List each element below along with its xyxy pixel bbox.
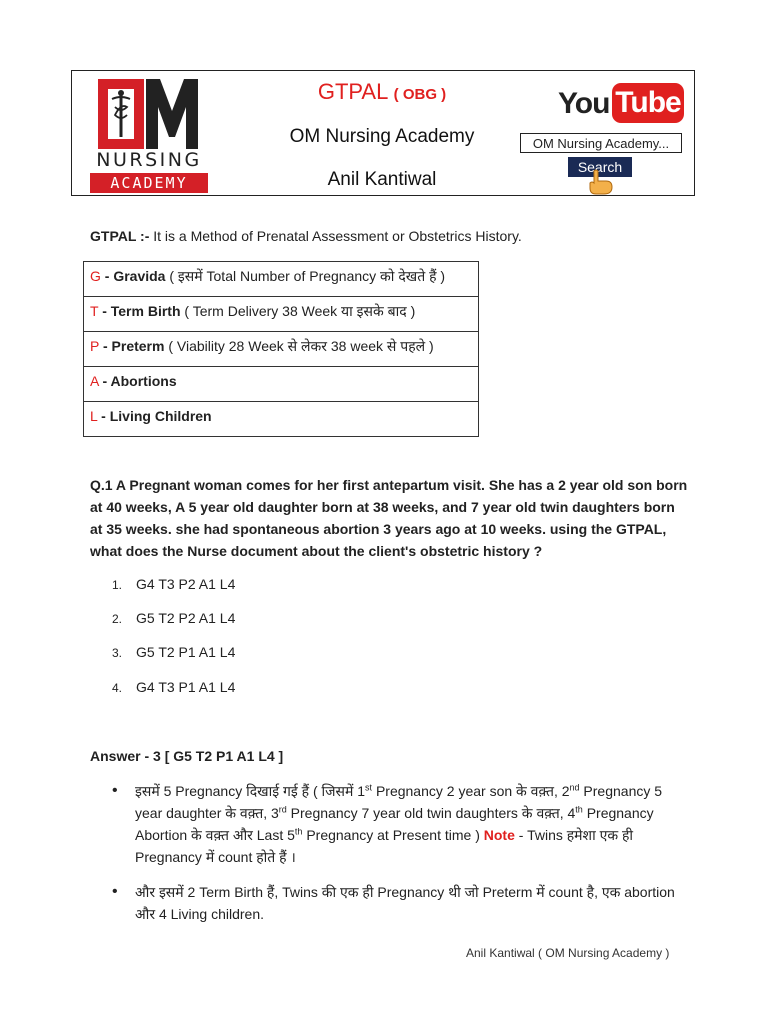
org-name: OM Nursing Academy — [289, 126, 475, 147]
bullet-text — [135, 780, 692, 868]
option-text: G4 T3 P2 A1 L4 — [136, 576, 236, 592]
gtpal-intro — [90, 228, 522, 244]
logo-academy-text: ACADEMY — [90, 173, 208, 193]
bullet-text-part: Pregnancy Abortion के वक़्त और Last 5 — [135, 805, 654, 843]
list-item — [112, 679, 235, 695]
superscript: nd — [569, 782, 580, 793]
logo-nursing-text: NURSING — [96, 149, 202, 171]
youtube-search-button: Search — [568, 157, 632, 177]
list-item — [112, 576, 235, 592]
pointing-hand-icon — [582, 169, 616, 195]
row-term: - Gravida — [104, 267, 166, 284]
answer-label: Answer - 3 [ G5 T2 P1 A1 L4 ] — [90, 748, 284, 764]
youtube-you-text: You — [558, 87, 610, 120]
option-number: 4. — [112, 681, 123, 695]
youtube-channel-box: OM Nursing Academy... — [520, 133, 682, 153]
table-cell — [84, 402, 479, 437]
row-letter: G — [90, 267, 101, 284]
header-box — [71, 70, 695, 196]
list-item — [112, 644, 235, 660]
table-cell — [84, 297, 479, 332]
title-text: GTPAL — [317, 79, 388, 104]
bullet-text-part: Pregnancy at Present time ) — [302, 827, 484, 843]
table-row — [84, 332, 479, 367]
table-cell — [84, 332, 479, 367]
bullet-text: और इसमें 2 Term Birth हैं, Twins की एक ही Pregnancy थी जो Preterm में count है, एक abortion और 4 Living children. — [135, 884, 675, 922]
bullet-dot: • — [112, 782, 118, 799]
row-desc: ( इसमें Total Number of Pregnancy को देखते हैं ) — [169, 267, 446, 284]
table-row — [84, 367, 479, 402]
option-text: G4 T3 P1 A1 L4 — [136, 679, 236, 695]
superscript: th — [575, 804, 583, 815]
row-letter: A — [90, 373, 99, 389]
page-title — [272, 79, 492, 105]
bullet-text-part: Pregnancy 2 year son के वक़्त, 2 — [372, 783, 570, 799]
footer-credit: Anil Kantiwal ( OM Nursing Academy ) — [466, 946, 670, 960]
om-logo-icon — [96, 77, 200, 151]
row-desc: ( Term Delivery 38 Week या इसके बाद ) — [184, 302, 416, 319]
superscript: st — [365, 782, 373, 793]
table-row — [84, 297, 479, 332]
intro-text: It is a Method of Prenatal Assessment or Obstetrics History. — [153, 228, 522, 244]
title-suffix: ( OBG ) — [393, 86, 447, 103]
row-letter: P — [90, 337, 100, 354]
row-desc: ( Viability 28 Week से लेकर 38 week से पहले ) — [168, 337, 434, 354]
om-nursing-academy-logo — [84, 77, 214, 192]
question-text: Q.1 A Pregnant woman comes for her first antepartum visit. She has a 2 year old son born at 40 weeks, A 5 year old daughter born at 38 weeks, and 7 year old twin daughters born at 35 weeks. she had spontaneous abortion 3 years ago at 10 weeks. using the GTPAL, what does the Nurse document about the client's obstetric history ? — [90, 477, 688, 559]
intro-term: GTPAL :- — [90, 228, 150, 244]
row-letter: T — [90, 302, 99, 319]
option-number: 3. — [112, 646, 123, 660]
author-name: Anil Kantiwal — [327, 169, 437, 190]
bullet-text-part: - Twins हमेशा एक ही Pregnancy में count होते हैं । — [135, 827, 634, 865]
bullet-text-part: इसमें 5 Pregnancy दिखाई गई हैं ( जिसमें 1 — [135, 783, 366, 799]
option-number: 2. — [112, 612, 123, 626]
youtube-badge — [520, 77, 690, 193]
youtube-tube-text: Tube — [612, 83, 684, 123]
row-term: - Living Children — [101, 408, 212, 424]
option-text: G5 T2 P1 A1 L4 — [136, 644, 236, 660]
superscript: th — [294, 826, 303, 837]
note-label: Note — [483, 827, 515, 843]
table-cell — [84, 367, 479, 402]
row-term: - Term Birth — [102, 302, 181, 319]
table-cell — [84, 262, 479, 297]
gtpal-table — [83, 261, 479, 437]
row-letter: L — [90, 408, 98, 424]
row-term: - Abortions — [102, 373, 177, 389]
table-row — [84, 262, 479, 297]
bullet-text-part: Pregnancy 5 year daughter के वक़्त, 3 — [135, 783, 663, 821]
bullet-text-part: Pregnancy 7 year old twin daughters के वक़्त, 4 — [286, 805, 576, 821]
answer-bullet-2 — [112, 881, 692, 925]
bullet-dot: • — [112, 883, 118, 900]
option-number: 1. — [112, 578, 123, 592]
superscript: rd — [278, 804, 287, 815]
table-row — [84, 402, 479, 437]
list-item — [112, 610, 235, 626]
option-text: G5 T2 P2 A1 L4 — [136, 610, 236, 626]
answer-bullet-1 — [112, 780, 692, 868]
row-term: - Preterm — [102, 337, 165, 354]
